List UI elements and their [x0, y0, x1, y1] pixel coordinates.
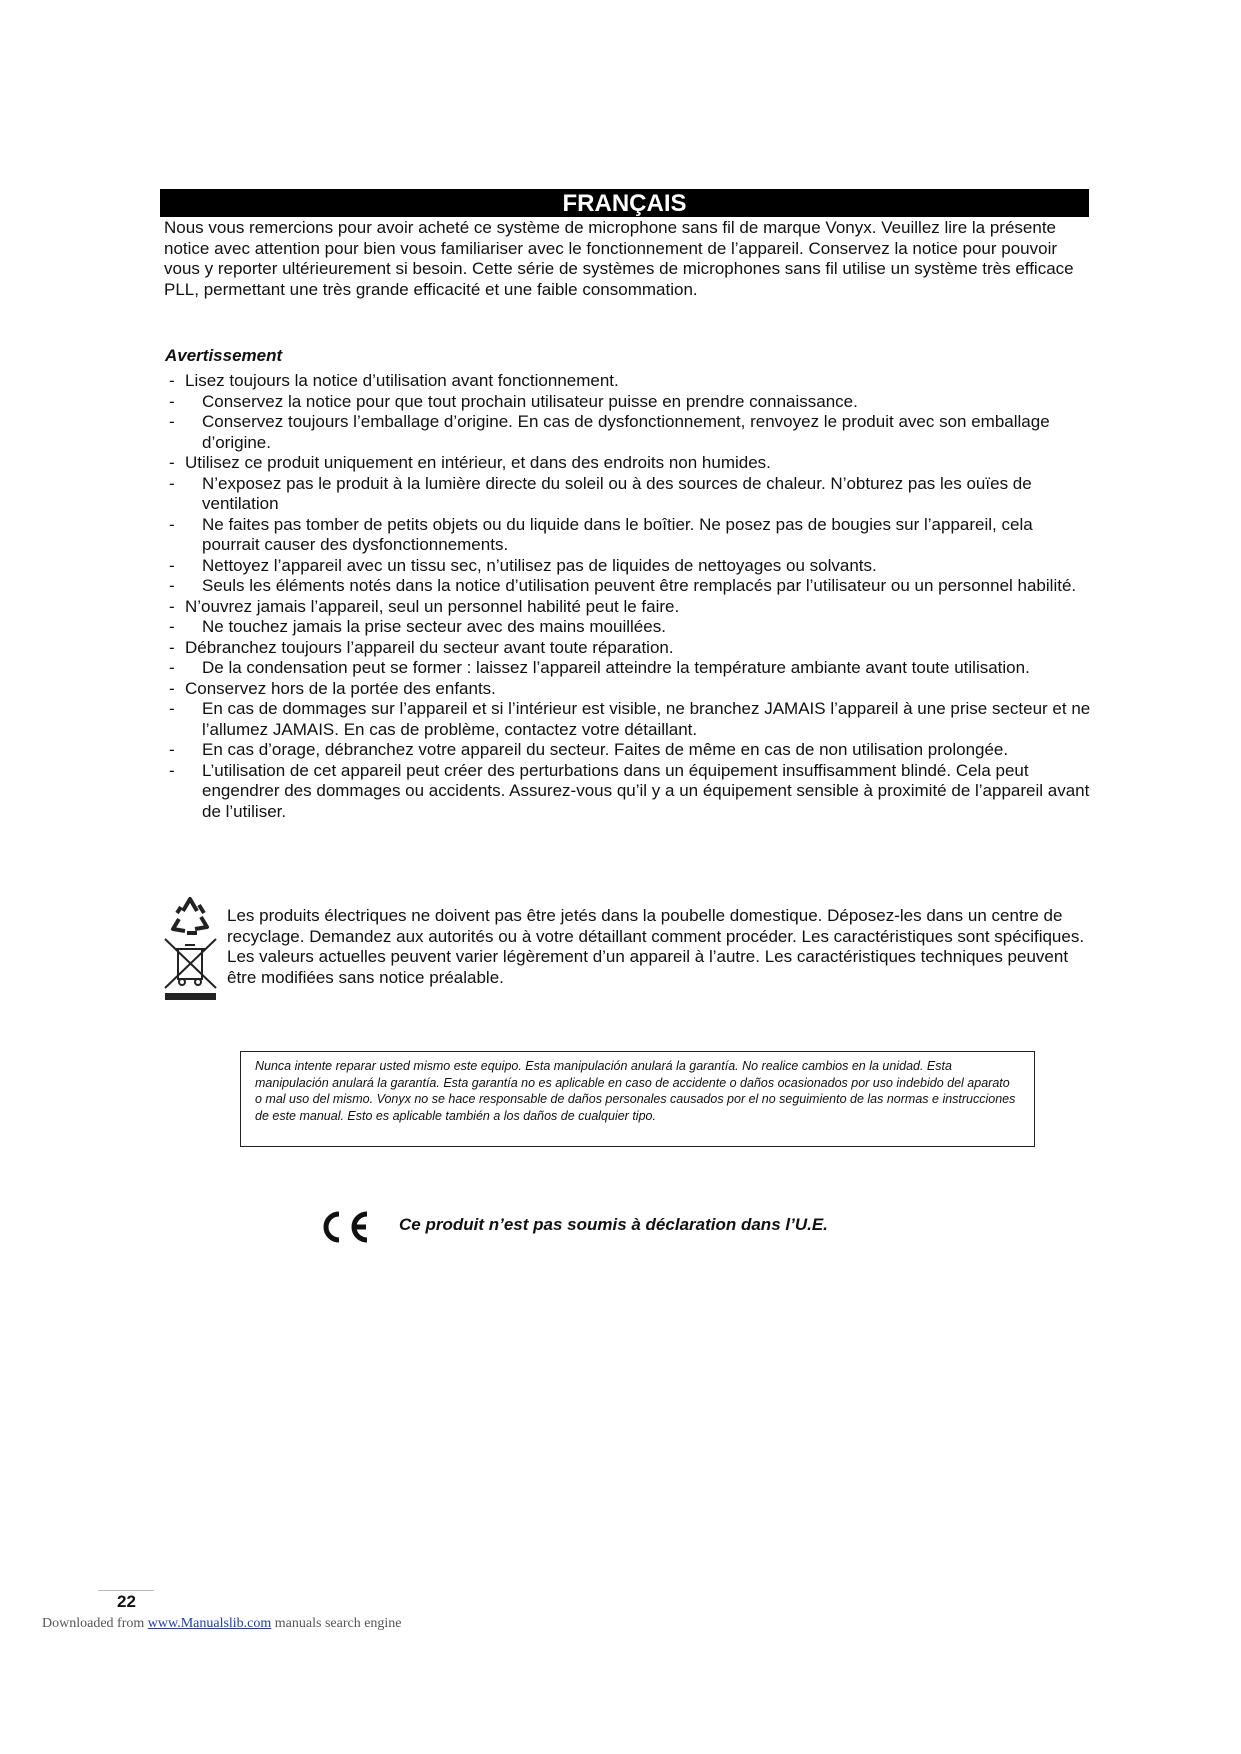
bullet-dash: -: [169, 678, 175, 698]
bullet-dash: -: [169, 658, 175, 677]
bullet-dash: -: [169, 576, 175, 595]
section-title: FRANÇAIS: [562, 190, 687, 217]
section-title-bar: [160, 189, 1089, 217]
warning-heading: Avertissement: [165, 346, 283, 365]
download-footer: [42, 1616, 402, 1632]
page-number: 22: [117, 1592, 136, 1611]
spanish-warranty-text: Nunca intente reparar usted mismo este equipo. Esta manipulación anulará la garantía. No realice cambios en la unidad. Esta manipulación anulará la garantía. Esta garantía no es aplicable en caso de accidente o daños ocasionados por uso indebido del aparato o mal uso del mismo. Vonyx no se hace responsable de daños personales causados por el no seguimiento de las normas e instrucciones de este manual. Esto es aplicable también a los daños de cualquier tipo.: [255, 1059, 1016, 1123]
disposal-paragraph: Les produits électriques ne doivent pas être jetés dans la poubelle domestique. Déposez-les dans un centre de recyclage. Demandez aux autorités ou à votre détaillant comment procéder. Les caractéristiques sont spécifiques. Les valeurs actuelles peuvent varier légèrement d’un appareil à l’autre. Les caractéristiques techniques peuvent être modifiées sans notice préalable.: [227, 906, 1085, 987]
bullet-dash: -: [169, 760, 175, 780]
bullet-dash: -: [169, 371, 175, 390]
manualslib-link[interactable]: www.Manualslib.com: [147, 1616, 272, 1631]
list-item: - Conservez toujours l’emballage d’origine. En cas de dysfonctionnement, renvoyez le produit avec son emballage d’origine.: [169, 412, 1050, 452]
bullet-dash: -: [169, 453, 175, 472]
list-item: - L’utilisation de cet appareil peut créer des perturbations dans un équipement insuffisamment blindé. Cela peut engendrer des dommages ou accidents. Assurez-vous qu’il y a un équipement sensible à proximité de l’appareil avant de l’utiliser.: [169, 760, 1090, 821]
list-item: - Ne faites pas tomber de petits objets ou du liquide dans le boîtier. Ne posez pas de bougies sur l’appareil, cela pourrait causer des dysfonctionnements.: [169, 514, 1033, 554]
list-item: - Ne touchez jamais la prise secteur avec des mains mouillées.: [169, 617, 666, 636]
bullet-dash: -: [169, 555, 175, 575]
footer-suffix: manuals search engine: [274, 1616, 402, 1631]
page-number-rule: [98, 1590, 154, 1591]
weee-underline-bar: [165, 993, 216, 1000]
bullet-dash: -: [169, 617, 175, 636]
bullet-dash: -: [169, 412, 175, 431]
list-item: - Utilisez ce produit uniquement en intérieur, et dans des endroits non humides.: [169, 453, 771, 472]
ce-mark-icon: [317, 1208, 371, 1246]
bullet-dash: -: [169, 637, 175, 657]
bullet-dash: -: [169, 514, 175, 534]
list-item: - N’exposez pas le produit à la lumière directe du soleil ou à des sources de chaleur. N’obturez pas les ouïes de ventilation: [169, 473, 1032, 513]
list-item: - Lisez toujours la notice d’utilisation avant fonctionnement.: [169, 371, 619, 390]
list-item: - Conservez hors de la portée des enfants.: [169, 678, 496, 698]
list-item: - N’ouvrez jamais l’appareil, seul un personnel habilité peut le faire.: [169, 596, 680, 616]
list-item: - De la condensation peut se former : laissez l’appareil atteindre la température ambiante avant toute utilisation.: [169, 658, 1030, 677]
spanish-warranty-box: [240, 1051, 1035, 1147]
list-item: - Seuls les éléments notés dans la notice d’utilisation peuvent être remplacés par l’utilisateur ou un personnel habilité.: [169, 576, 1077, 595]
list-item: - Nettoyez l’appareil avec un tissu sec, n’utilisez pas de liquides de nettoyages ou solvants.: [169, 555, 877, 575]
recycle-weee-icon: [163, 893, 218, 1003]
crossed-bin-icon: [165, 939, 216, 988]
bullet-dash: -: [169, 473, 175, 493]
list-item: - Conservez la notice pour que tout prochain utilisateur puisse en prendre connaissance.: [169, 391, 858, 411]
bullet-dash: -: [169, 740, 175, 759]
intro-paragraph: Nous vous remercions pour avoir acheté ce système de microphone sans fil de marque Vonyx. Veuillez lire la présente notice avec attention pour bien vous familiariser avec le fonctionnement de l’appareil. Conservez la notice pour pouvoir vous y reporter ultérieurement si besoin. Cette série de systèmes de microphones sans fil utilise un système très efficace PLL, permettant une très grande efficacité et une faible consommation.: [164, 218, 1074, 299]
ce-declaration: Ce produit n’est pas soumis à déclaration dans l’U.E.: [399, 1215, 828, 1234]
list-item: - En cas d’orage, débranchez votre appareil du secteur. Faites de même en cas de non utilisation prolongée.: [169, 740, 1009, 759]
list-item: - Débranchez toujours l’appareil du secteur avant toute réparation.: [169, 637, 674, 657]
footer-prefix: Downloaded from: [42, 1616, 145, 1631]
recycle-icon: [173, 899, 207, 933]
list-item: - En cas de dommages sur l’appareil et si l’intérieur est visible, ne branchez JAMAIS l’appareil à une prise secteur et ne l’allumez JAMAIS. En cas de problème, contactez votre détaillant.: [169, 699, 1091, 739]
bullet-dash: -: [169, 699, 175, 718]
bullet-dash: -: [169, 391, 175, 411]
bullet-dash: -: [169, 596, 175, 616]
warning-list: [165, 371, 1095, 822]
